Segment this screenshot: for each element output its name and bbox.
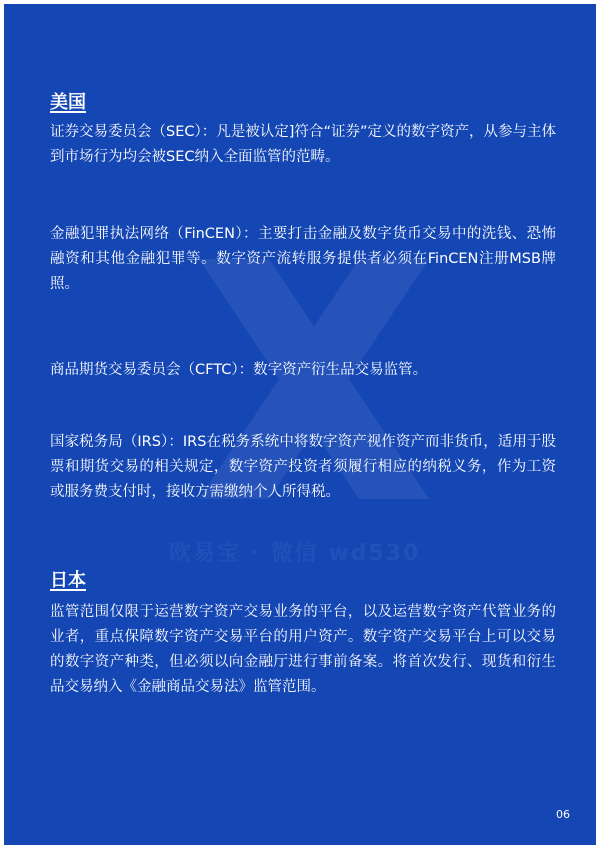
document-page bbox=[4, 4, 596, 845]
page-number: 06 bbox=[556, 808, 570, 821]
paragraph-irs: 国家税务局（IRS）：IRS在税务系统中将数字资产视作资产而非货币，适用于股票和期货交易的相关规定，数字资产投资者须履行相应的纳税义务，作为工资或服务费支付时，接收方需缴纳个人所得税。 bbox=[50, 434, 556, 500]
paragraph-japan: 监管范围仅限于运营数字资产交易业务的平台，以及运营数字资产代管业务的业者，重点保障数字资产交易平台的用户资产。数字资产交易平台上可以交易的数字资产种类，但必须以向金融厅进行事前备案。将首次发行、现货和衍生品交易纳入《金融商品交易法》监管范围。 bbox=[50, 604, 556, 695]
section-heading-usa: 美国 bbox=[50, 92, 86, 113]
section-heading-japan: 日本 bbox=[50, 570, 86, 591]
watermark-text: 欧易宝 · 微信 wd530 bbox=[169, 541, 421, 566]
paragraph-cftc: 商品期货交易委员会（CFTC）：数字资产衍生品交易监管。 bbox=[50, 362, 428, 378]
paragraph-fincen: 金融犯罪执法网络（FinCEN）：主要打击金融及数字货币交易中的洗钱、恐怖融资和其他金融犯罪等。数字资产流转服务提供者必须在FinCEN注册MSB牌照。 bbox=[50, 226, 556, 292]
paragraph-sec: 证券交易委员会（SEC）：凡是被认定]符合“证券”定义的数字资产，从参与主体到市场行为均会被SEC纳入全面监管的范畴。 bbox=[50, 124, 556, 165]
